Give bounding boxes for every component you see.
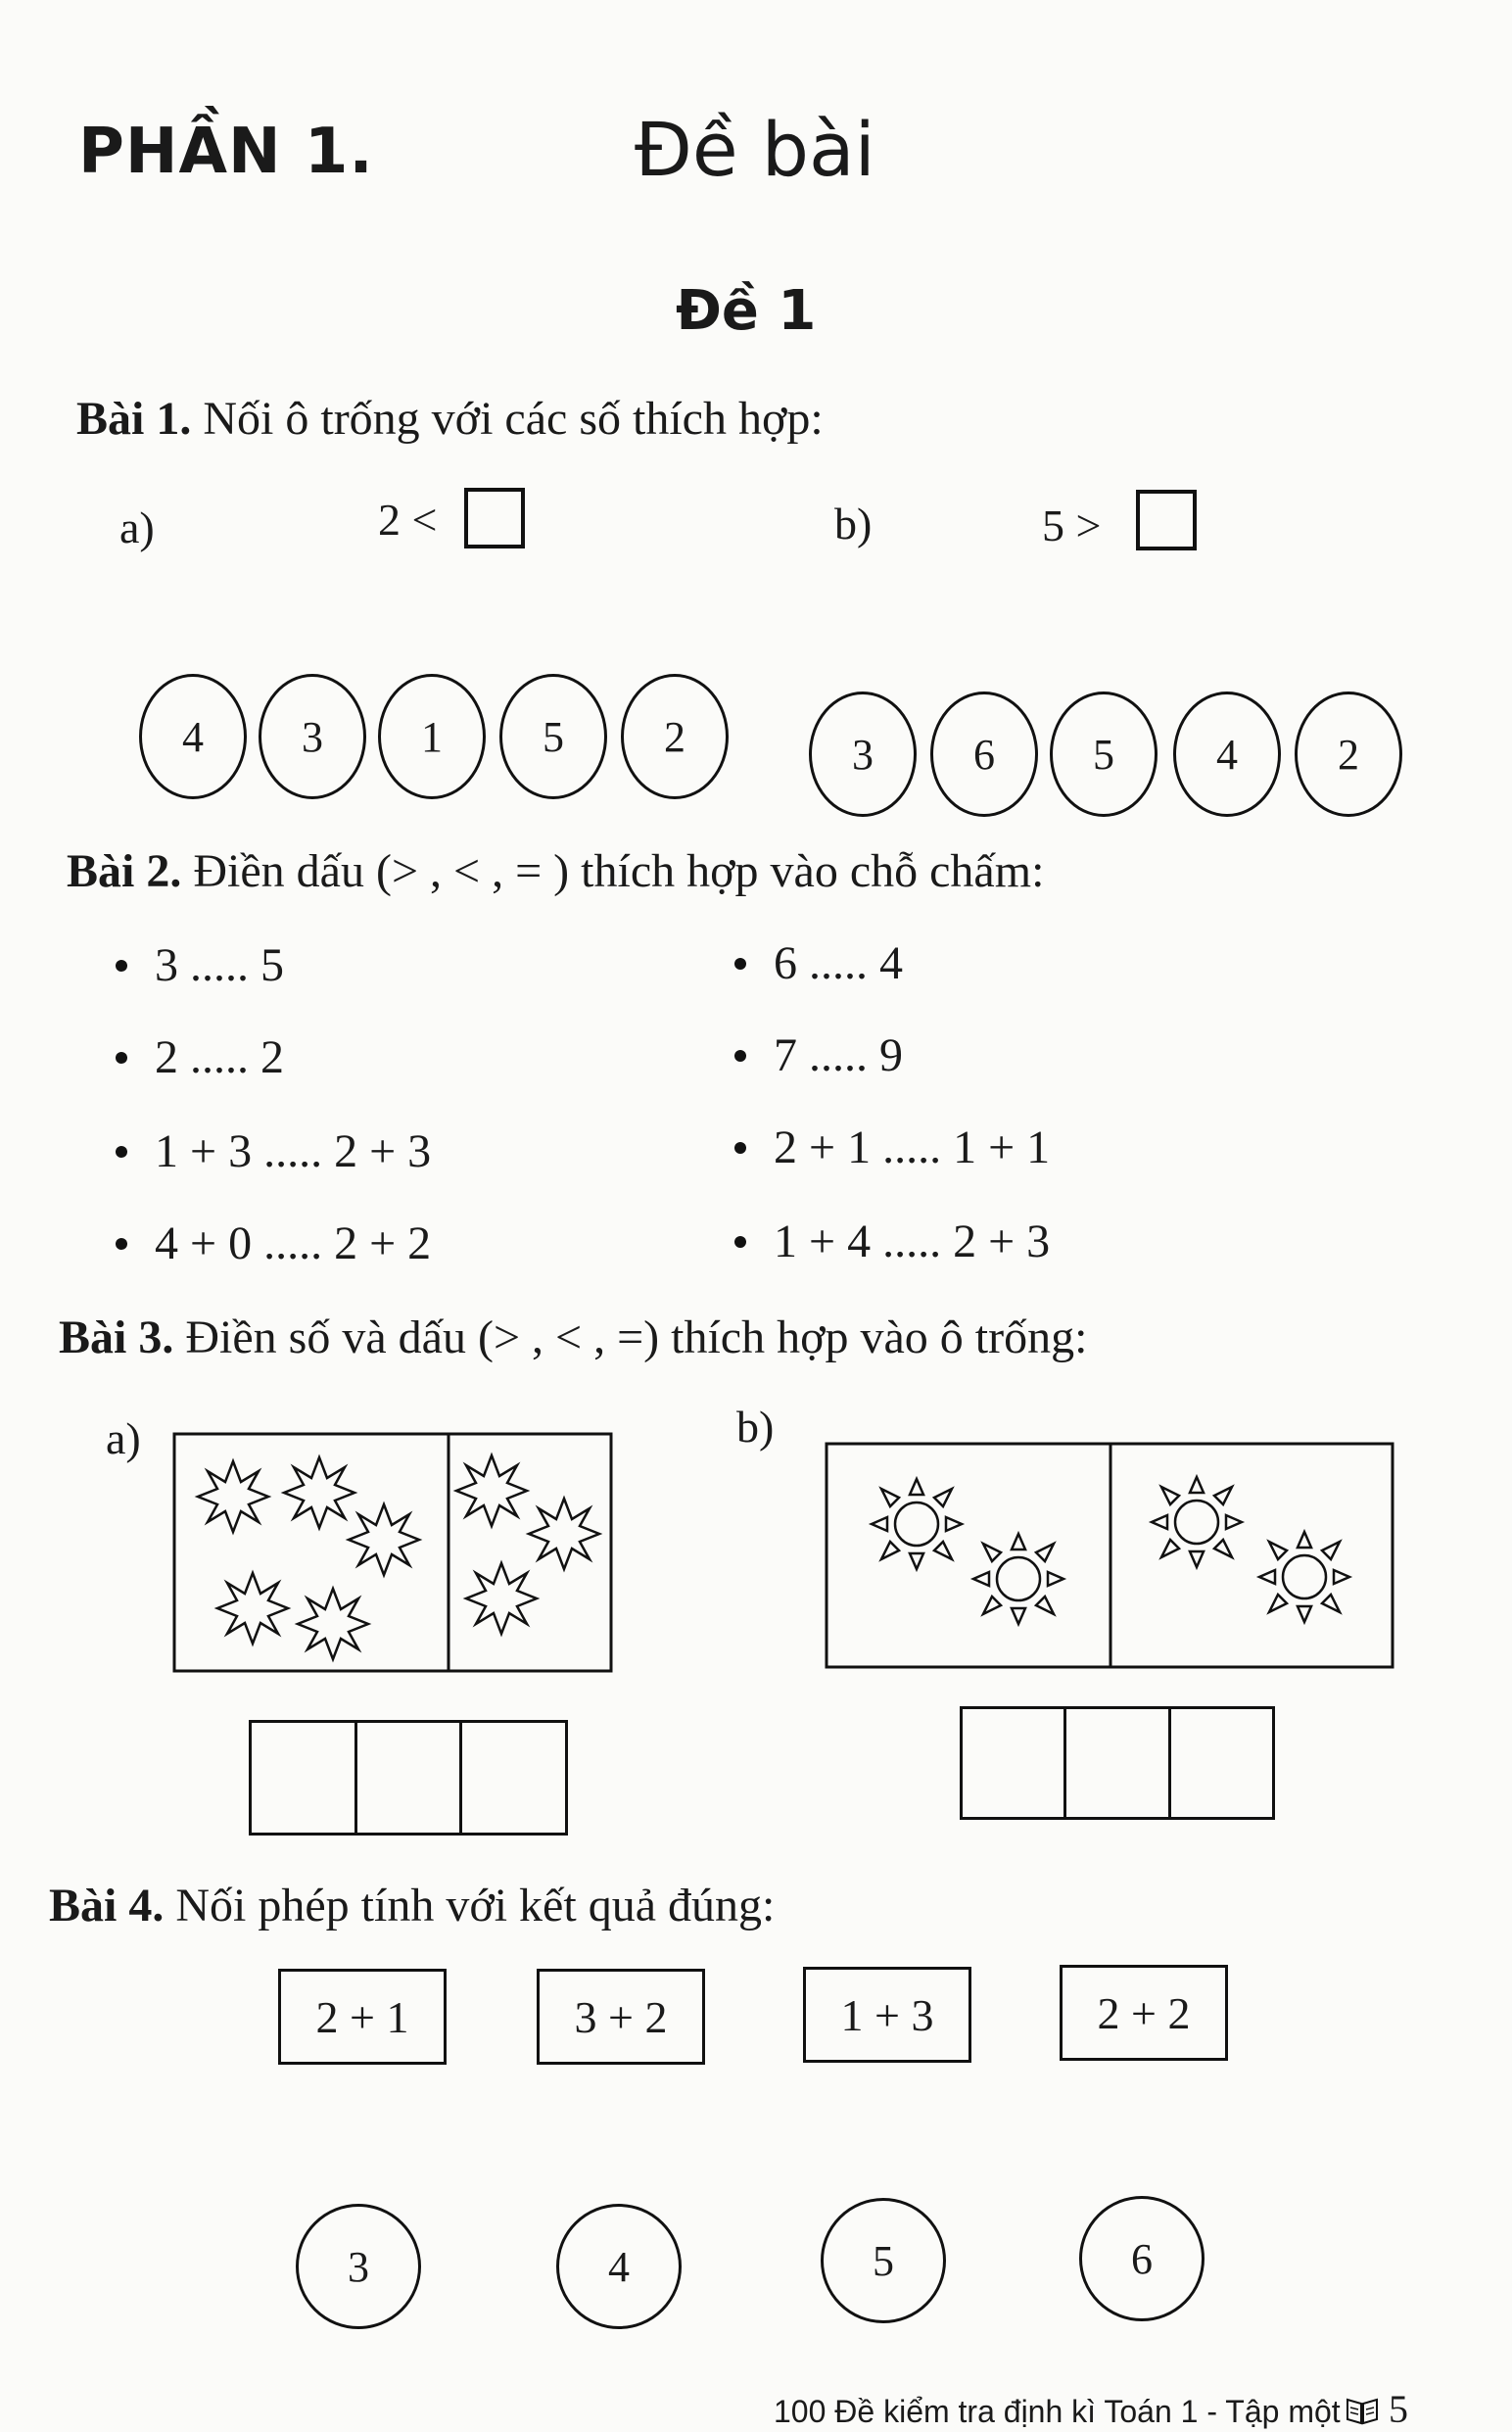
sun-icon	[1259, 1532, 1349, 1622]
bai2-item-text: 2 ..... 2	[155, 1031, 284, 1083]
bai1-label: Bài 1.	[76, 393, 192, 445]
answer-cell[interactable]	[1171, 1709, 1272, 1817]
bai2-item-text: 3 ..... 5	[155, 939, 284, 991]
bai2-item[interactable]	[116, 1030, 284, 1084]
bai2-item[interactable]	[734, 936, 903, 990]
bai1-a-circle[interactable]: 3	[259, 674, 366, 799]
exam-title: Đề 1	[676, 279, 817, 343]
page-number: 5	[1389, 2387, 1408, 2431]
bai4-expression-box[interactable]: 2 + 2	[1060, 1965, 1228, 2061]
star-icon	[349, 1504, 419, 1575]
bai2-item[interactable]	[116, 938, 284, 992]
bai4-result-circle[interactable]: 5	[821, 2198, 946, 2323]
bai3-b-picture	[825, 1442, 1394, 1669]
bullet-icon	[116, 1146, 127, 1158]
bai1-b-label: b)	[834, 499, 873, 548]
bullet-icon	[116, 1238, 127, 1250]
star-icon	[198, 1461, 268, 1532]
bai3-b-answer-boxes	[960, 1706, 1275, 1820]
bai3-text: Điền số và dấu (> , < , =) thích hợp vào ô trống:	[185, 1311, 1088, 1363]
star-icon	[456, 1455, 527, 1526]
answer-cell[interactable]	[462, 1723, 565, 1833]
bai4-result-circle[interactable]: 4	[556, 2204, 682, 2329]
bai1-b-circle[interactable]: 5	[1050, 691, 1158, 817]
part-heading: PHẦN 1.	[78, 116, 374, 188]
bai4-heading	[49, 1879, 775, 1932]
bullet-icon	[116, 960, 127, 972]
star-icon	[298, 1589, 368, 1659]
bai2-item-text: 6 ..... 4	[774, 937, 903, 989]
bai1-a-blank-box[interactable]	[464, 488, 525, 548]
answer-cell[interactable]	[252, 1723, 357, 1833]
bai1-a-circle[interactable]: 2	[621, 674, 729, 799]
bai3-a-label: a)	[106, 1413, 141, 1463]
sun-icon	[1152, 1477, 1242, 1567]
bai2-item[interactable]	[116, 1216, 431, 1270]
bullet-icon	[734, 1236, 746, 1248]
star-icon	[466, 1563, 537, 1634]
bai4-label: Bài 4.	[49, 1880, 165, 1931]
bai1-b-circle[interactable]: 6	[930, 691, 1038, 817]
bai4-expression-box[interactable]: 1 + 3	[803, 1967, 971, 2063]
answer-cell[interactable]	[1066, 1709, 1170, 1817]
bai1-a-circle[interactable]: 5	[499, 674, 607, 799]
bai1-heading	[76, 392, 824, 446]
bai4-result-circle[interactable]: 6	[1079, 2196, 1205, 2321]
bai2-item[interactable]	[734, 1028, 903, 1082]
bai3-b-label: b)	[736, 1402, 775, 1452]
star-icon	[284, 1457, 354, 1528]
bai2-item-text: 1 + 3 ..... 2 + 3	[155, 1125, 432, 1177]
bai2-item[interactable]	[116, 1124, 431, 1178]
bai4-expression-box[interactable]: 2 + 1	[278, 1969, 447, 2065]
bai4-text: Nối phép tính với kết quả đúng:	[175, 1880, 776, 1931]
bai1-a-expr: 2 <	[378, 495, 438, 545]
sun-icon	[973, 1534, 1063, 1624]
bai3-label: Bài 3.	[59, 1311, 174, 1363]
bai3-a-answer-boxes	[249, 1720, 568, 1836]
star-icon	[529, 1499, 599, 1569]
bai2-item[interactable]	[734, 1121, 1050, 1174]
bai3-heading	[59, 1311, 1087, 1364]
bai1-text: Nối ô trống với các số thích hợp:	[203, 393, 824, 445]
bai1-a-label: a)	[119, 502, 155, 552]
bai2-item-text: 4 + 0 ..... 2 + 2	[155, 1217, 432, 1269]
bullet-icon	[734, 1142, 746, 1154]
bai2-item-text: 7 ..... 9	[774, 1029, 903, 1081]
bai1-b-circle[interactable]: 2	[1295, 691, 1402, 817]
star-icon	[217, 1573, 288, 1644]
bai3-a-picture	[172, 1432, 613, 1673]
bai1-a-circle[interactable]: 4	[139, 674, 247, 799]
bai1-b-circle[interactable]: 4	[1173, 691, 1281, 817]
bullet-icon	[116, 1052, 127, 1064]
bai2-item-text: 2 + 1 ..... 1 + 1	[774, 1121, 1051, 1173]
bai1-b-blank-box[interactable]	[1136, 490, 1197, 550]
book-icon	[1346, 2396, 1379, 2425]
sun-icon	[872, 1479, 962, 1569]
bullet-icon	[734, 958, 746, 970]
bai2-heading	[67, 844, 1044, 898]
bai2-text: Điền dấu (> , < , = ) thích hợp vào chỗ chấm:	[193, 845, 1045, 897]
bai1-b-circle[interactable]: 3	[809, 691, 917, 817]
page-title: Đề bài	[635, 106, 875, 193]
bai4-result-circle[interactable]: 3	[296, 2204, 421, 2329]
bai2-item[interactable]	[734, 1215, 1050, 1268]
bai2-item-text: 1 + 4 ..... 2 + 3	[774, 1216, 1051, 1267]
answer-cell[interactable]	[357, 1723, 463, 1833]
bullet-icon	[734, 1050, 746, 1062]
bai2-label: Bài 2.	[67, 845, 182, 897]
answer-cell[interactable]	[963, 1709, 1066, 1817]
bai4-expression-box[interactable]: 3 + 2	[537, 1969, 705, 2065]
bai1-a-circle[interactable]: 1	[378, 674, 486, 799]
bai1-b-expr: 5 >	[1042, 501, 1102, 550]
footer-text: 100 Đề kiểm tra định kì Toán 1 - Tập một	[774, 2394, 1341, 2429]
